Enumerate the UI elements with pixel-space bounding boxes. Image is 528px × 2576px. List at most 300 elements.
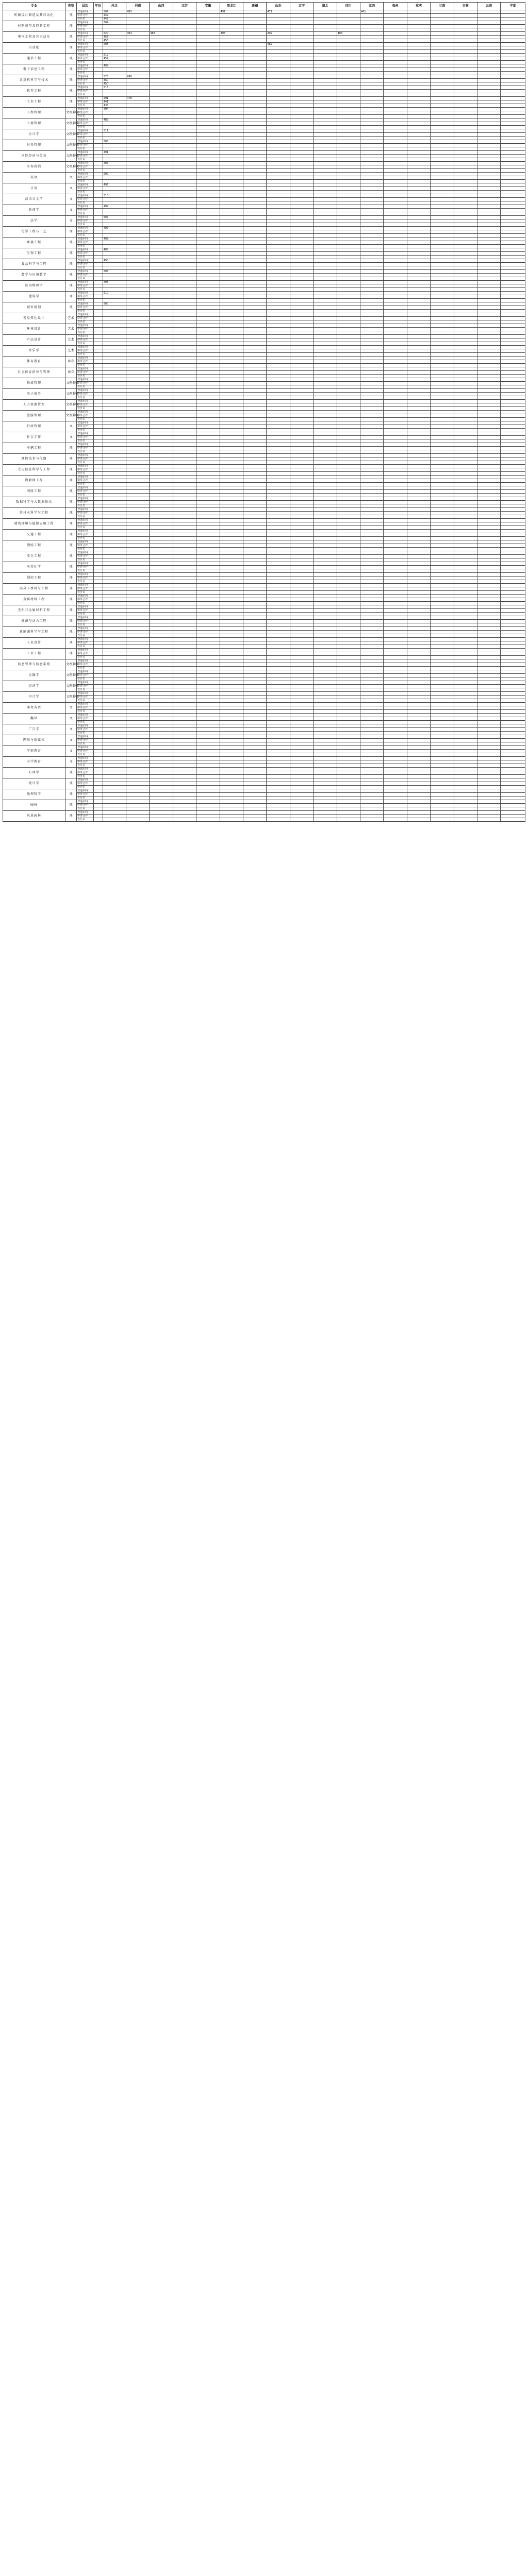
table-row — [3, 815, 525, 818]
score-cell — [173, 371, 196, 375]
score-cell — [360, 796, 383, 800]
score-cell — [337, 753, 360, 757]
score-cell — [220, 216, 243, 219]
score-cell — [220, 465, 243, 468]
score-cell — [126, 461, 150, 465]
score-cell — [196, 57, 220, 61]
score-cell — [126, 486, 150, 490]
score-cell — [477, 479, 500, 483]
score-cell — [501, 252, 525, 256]
table-row — [3, 494, 525, 497]
score-cell — [454, 180, 477, 183]
year-cell — [93, 479, 103, 483]
score-cell — [267, 724, 290, 728]
score-cell — [431, 425, 454, 429]
table-row — [3, 699, 525, 703]
score-cell — [384, 108, 407, 111]
table-row — [3, 335, 525, 338]
score-cell — [243, 497, 267, 501]
score-cell — [501, 418, 525, 421]
score-cell — [150, 151, 173, 155]
score-cell — [407, 735, 430, 739]
score-cell — [407, 703, 430, 706]
year-cell — [93, 674, 103, 677]
score-cell — [384, 346, 407, 349]
score-cell — [220, 245, 243, 248]
score-cell — [267, 692, 290, 696]
table-row — [3, 342, 525, 346]
score-cell — [220, 706, 243, 710]
year-cell — [93, 126, 103, 129]
score-cell — [196, 685, 220, 688]
score-cell — [290, 519, 313, 522]
score-cell — [173, 162, 196, 165]
year-cell — [93, 504, 103, 508]
score-cell — [501, 396, 525, 400]
score-cell — [431, 670, 454, 674]
score-cell — [173, 324, 196, 328]
score-cell — [267, 270, 290, 274]
score-cell — [337, 677, 360, 681]
score-cell — [196, 421, 220, 425]
score-cell — [477, 638, 500, 641]
level-name: 普通本科 — [77, 183, 93, 187]
header-province: 宁夏 — [501, 3, 525, 10]
score-cell — [243, 580, 267, 584]
score-cell — [360, 129, 383, 133]
score-cell — [477, 367, 500, 371]
score-cell — [431, 652, 454, 656]
score-cell — [384, 728, 407, 732]
score-cell — [407, 302, 430, 306]
score-cell — [126, 389, 150, 393]
year-cell — [93, 389, 103, 393]
score-cell — [360, 212, 383, 216]
score-cell — [126, 137, 150, 140]
table-row — [3, 317, 525, 320]
score-cell — [103, 742, 126, 746]
score-cell — [220, 670, 243, 674]
major-category: 理 — [65, 638, 77, 649]
score-cell — [477, 627, 500, 631]
score-cell — [360, 32, 383, 36]
score-cell — [314, 266, 337, 270]
score-cell — [431, 137, 454, 140]
major-name: 社会体育指导与管理 — [3, 367, 65, 378]
score-cell — [290, 580, 313, 584]
score-cell — [384, 281, 407, 284]
score-cell — [220, 699, 243, 703]
score-cell — [173, 584, 196, 587]
score-cell — [103, 371, 126, 375]
year-cell — [93, 342, 103, 346]
score-cell — [290, 768, 313, 771]
score-cell — [337, 21, 360, 25]
score-cell — [290, 295, 313, 299]
year-cell — [93, 696, 103, 699]
score-cell — [290, 479, 313, 483]
score-cell — [196, 191, 220, 194]
score-cell — [360, 234, 383, 238]
score-cell: 445 — [103, 18, 126, 21]
score-cell — [501, 43, 525, 46]
score-cell — [501, 118, 525, 122]
score-cell — [173, 519, 196, 522]
score-cell — [314, 259, 337, 263]
score-cell — [314, 241, 337, 245]
level-name: 中外合作 — [77, 760, 93, 764]
score-cell — [360, 447, 383, 450]
score-cell — [384, 393, 407, 396]
score-cell — [220, 61, 243, 64]
score-cell — [220, 613, 243, 616]
score-cell — [196, 18, 220, 21]
score-cell — [290, 692, 313, 696]
score-cell — [314, 746, 337, 750]
score-cell — [360, 353, 383, 357]
score-cell — [360, 169, 383, 173]
major-name: 电子信息工程 — [3, 64, 65, 75]
table-row — [3, 144, 525, 147]
score-cell — [454, 714, 477, 717]
major-name: 无机非金属材料工程 — [3, 605, 65, 616]
year-cell — [93, 180, 103, 183]
score-cell — [150, 436, 173, 439]
header-major: 专业 — [3, 3, 65, 10]
score-cell — [267, 775, 290, 778]
score-cell — [477, 562, 500, 566]
score-cell — [454, 54, 477, 57]
score-cell — [267, 97, 290, 100]
score-cell — [314, 43, 337, 46]
level-name: 普通本科 — [77, 162, 93, 165]
score-cell — [290, 64, 313, 68]
score-cell — [267, 180, 290, 183]
score-cell — [196, 129, 220, 133]
major-category: 理 — [65, 584, 77, 595]
score-cell — [477, 667, 500, 670]
score-cell — [407, 147, 430, 151]
admission-score-table — [3, 2, 525, 822]
score-cell — [243, 140, 267, 144]
score-cell — [314, 396, 337, 400]
score-cell — [314, 436, 337, 439]
score-cell — [477, 14, 500, 18]
level-name: 专升本 — [77, 256, 93, 259]
score-cell — [243, 421, 267, 425]
score-cell — [384, 342, 407, 346]
score-cell — [384, 587, 407, 591]
score-cell — [314, 183, 337, 187]
score-cell — [150, 400, 173, 403]
score-sheet — [0, 2, 528, 2576]
score-cell — [196, 577, 220, 580]
score-cell — [431, 580, 454, 584]
score-cell — [360, 414, 383, 418]
score-cell — [150, 494, 173, 497]
score-cell — [337, 450, 360, 454]
score-cell — [103, 717, 126, 721]
score-cell — [290, 335, 313, 338]
score-cell — [384, 533, 407, 537]
score-cell — [314, 793, 337, 796]
score-cell — [243, 338, 267, 342]
score-cell — [126, 677, 150, 681]
score-cell — [196, 735, 220, 739]
score-cell — [150, 223, 173, 227]
score-cell — [454, 393, 477, 396]
score-cell — [337, 652, 360, 656]
year-cell — [93, 173, 103, 176]
score-cell — [384, 577, 407, 580]
score-cell — [126, 558, 150, 562]
score-cell — [407, 176, 430, 180]
score-cell — [290, 223, 313, 227]
score-cell — [501, 595, 525, 598]
score-cell — [267, 82, 290, 86]
score-cell — [431, 155, 454, 158]
year-cell — [93, 757, 103, 760]
score-cell — [267, 634, 290, 638]
score-cell — [173, 292, 196, 295]
score-cell — [290, 577, 313, 580]
score-cell — [501, 320, 525, 324]
score-cell — [477, 64, 500, 68]
level-name: 中外合作 — [77, 533, 93, 537]
score-cell — [290, 548, 313, 551]
score-cell — [126, 342, 150, 346]
score-cell — [196, 79, 220, 82]
level-name: 中外合作 — [77, 522, 93, 526]
table-row — [3, 357, 525, 360]
score-cell — [103, 696, 126, 699]
score-cell — [407, 512, 430, 515]
score-cell — [126, 775, 150, 778]
score-cell — [126, 324, 150, 328]
table-row — [3, 696, 525, 699]
score-cell — [126, 764, 150, 768]
score-cell — [337, 61, 360, 64]
score-cell — [196, 414, 220, 418]
score-cell — [196, 216, 220, 219]
score-cell — [360, 432, 383, 436]
major-name: 工商管理 — [3, 118, 65, 129]
score-cell — [243, 627, 267, 631]
score-cell — [407, 252, 430, 256]
score-cell — [477, 418, 500, 421]
score-cell — [454, 649, 477, 652]
score-cell — [196, 807, 220, 811]
score-cell — [454, 494, 477, 497]
score-cell — [360, 670, 383, 674]
year-cell — [93, 259, 103, 263]
score-cell — [384, 349, 407, 353]
level-name: 中外合作 — [77, 371, 93, 375]
score-cell — [407, 382, 430, 385]
table-row — [3, 32, 525, 36]
score-cell — [150, 530, 173, 533]
score-cell — [384, 28, 407, 32]
score-cell — [477, 537, 500, 540]
table-row — [3, 598, 525, 602]
score-cell — [126, 241, 150, 245]
score-cell — [360, 566, 383, 569]
table-row — [3, 382, 525, 385]
score-cell — [501, 169, 525, 173]
score-cell — [337, 782, 360, 786]
score-cell — [243, 194, 267, 198]
score-cell — [103, 699, 126, 703]
score-cell — [196, 281, 220, 284]
score-cell — [314, 212, 337, 216]
score-cell — [103, 688, 126, 692]
score-cell — [477, 118, 500, 122]
score-cell — [314, 295, 337, 299]
score-cell — [126, 284, 150, 288]
level-name: 专升本 — [77, 796, 93, 800]
score-cell — [196, 677, 220, 681]
score-cell — [150, 613, 173, 616]
score-cell — [220, 558, 243, 562]
score-cell — [126, 746, 150, 750]
year-cell — [93, 230, 103, 234]
score-cell — [150, 551, 173, 555]
score-cell — [150, 248, 173, 252]
year-cell — [93, 357, 103, 360]
score-cell — [220, 364, 243, 367]
score-cell — [290, 25, 313, 28]
score-cell — [454, 284, 477, 288]
level-name: 中外合作 — [77, 436, 93, 439]
table-row — [3, 310, 525, 313]
score-cell — [454, 450, 477, 454]
score-cell — [314, 540, 337, 544]
score-cell — [337, 703, 360, 706]
score-cell — [501, 331, 525, 335]
score-cell — [173, 555, 196, 558]
score-cell — [150, 10, 173, 14]
score-cell — [314, 223, 337, 227]
score-cell — [196, 274, 220, 277]
score-cell — [220, 688, 243, 692]
score-cell — [454, 43, 477, 46]
score-cell — [501, 133, 525, 137]
score-cell — [103, 187, 126, 191]
score-cell — [431, 786, 454, 789]
score-cell — [196, 483, 220, 486]
score-cell — [196, 436, 220, 439]
score-cell — [243, 721, 267, 724]
score-cell — [220, 25, 243, 28]
score-cell — [431, 86, 454, 90]
score-cell — [150, 504, 173, 508]
score-cell — [314, 494, 337, 497]
score-cell — [454, 429, 477, 432]
score-cell — [103, 685, 126, 688]
score-cell — [150, 595, 173, 598]
year-cell — [93, 39, 103, 43]
score-cell — [150, 115, 173, 118]
score-cell — [384, 118, 407, 122]
score-cell — [337, 396, 360, 400]
score-cell — [196, 252, 220, 256]
score-cell — [103, 782, 126, 786]
level-name: 普通本科 — [77, 703, 93, 706]
score-cell — [384, 479, 407, 483]
score-cell — [126, 472, 150, 476]
score-cell — [337, 209, 360, 212]
score-cell — [150, 631, 173, 634]
table-row — [3, 634, 525, 638]
score-cell — [150, 183, 173, 187]
score-cell — [290, 162, 313, 165]
major-category: 文理兼收 — [65, 659, 77, 670]
score-cell — [431, 793, 454, 796]
score-cell — [267, 209, 290, 212]
score-cell — [384, 638, 407, 641]
score-cell — [431, 292, 454, 295]
score-cell — [290, 804, 313, 807]
major-category: 文理兼收 — [65, 400, 77, 411]
level-name: 普通本科 — [77, 259, 93, 263]
score-cell — [173, 104, 196, 108]
score-cell — [384, 681, 407, 685]
year-cell — [93, 681, 103, 685]
score-cell — [314, 551, 337, 555]
score-cell — [337, 205, 360, 209]
score-cell — [103, 750, 126, 753]
major-category: 理 — [65, 778, 77, 789]
score-cell — [290, 562, 313, 566]
major-name: 生物工程 — [3, 248, 65, 259]
score-cell — [267, 155, 290, 158]
score-cell — [314, 385, 337, 389]
score-cell — [267, 306, 290, 310]
score-cell — [360, 64, 383, 68]
score-cell — [337, 454, 360, 457]
score-cell — [431, 494, 454, 497]
score-cell — [477, 396, 500, 400]
score-cell — [150, 100, 173, 104]
score-cell — [196, 54, 220, 57]
level-name: 专升本 — [77, 299, 93, 302]
score-cell — [384, 357, 407, 360]
score-cell — [314, 86, 337, 90]
score-cell — [243, 238, 267, 241]
score-cell — [431, 14, 454, 18]
score-cell — [173, 778, 196, 782]
table-row — [3, 476, 525, 479]
score-cell: 492 — [103, 238, 126, 241]
score-cell — [314, 504, 337, 508]
score-cell — [360, 753, 383, 757]
score-cell — [126, 595, 150, 598]
score-cell — [126, 165, 150, 169]
score-cell — [150, 605, 173, 609]
score-cell — [501, 796, 525, 800]
score-cell — [431, 739, 454, 742]
score-cell — [337, 573, 360, 577]
score-cell — [243, 793, 267, 796]
major-category: 理 — [65, 476, 77, 486]
year-cell — [93, 457, 103, 461]
score-cell — [431, 173, 454, 176]
score-cell — [477, 338, 500, 342]
level-name: 专升本 — [77, 439, 93, 443]
score-cell — [454, 259, 477, 263]
score-cell — [243, 634, 267, 638]
score-cell — [384, 476, 407, 479]
